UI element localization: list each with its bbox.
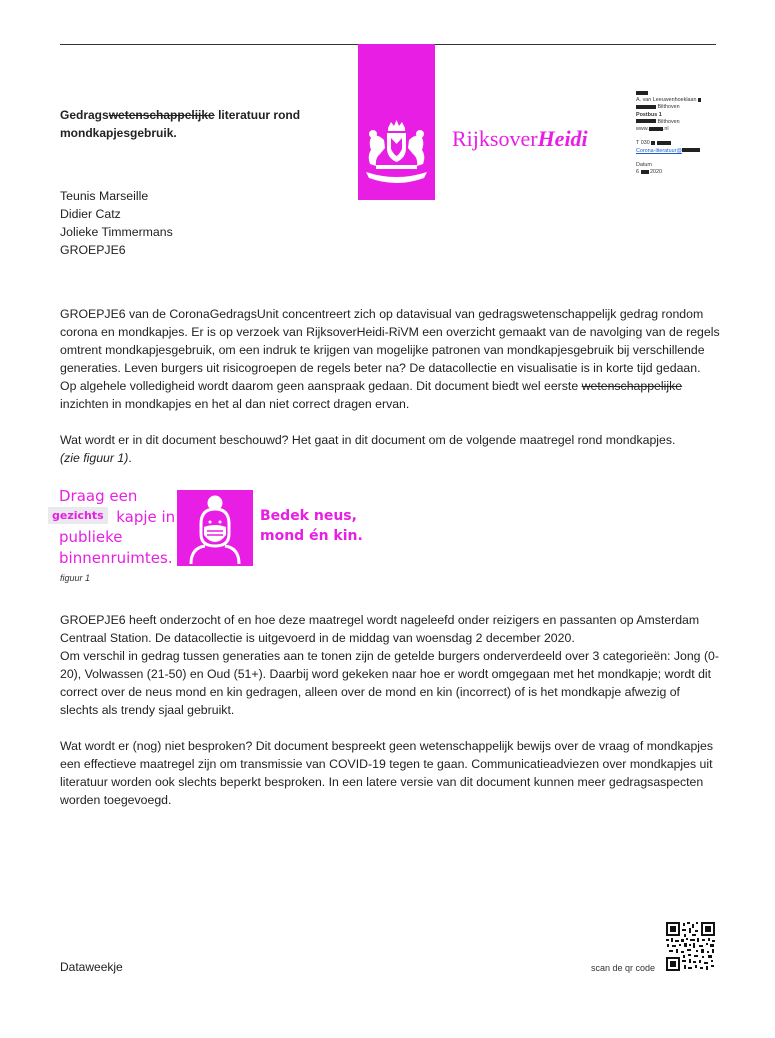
findings-paragraph: GROEPJE6 heeft onderzocht of en hoe deze maatregel wordt nageleefd onder reizigers en passanten op Amsterdam Centraal Station. De datacollectie is uitgevoerd in de middag van woensdag 2 december 2020. Om verschil in gedrag tussen generaties aan te tonen zijn de getelde burgers onderverdeeld over 3 categorieën: Jong (0-20), Volwassen (21-50) en Oud (51+). Daarbij word gekeken naar hoe er wordt omgegaan met het mondkapje; wordt dit correct over de neus mond en kin gedragen, alleen over de mond en kin (incorrect) of is het mondkapje afwezig of slechts als trendy sjaal gebruikt. [60,613,719,717]
email-link[interactable]: Corona-literatuur@ [636,147,682,154]
footer-label: Dataweekje [60,960,123,974]
out-of-scope-paragraph: Wat wordt er (nog) niet besproken? Dit document bespreekt geen wetenschappelijk bewijs over de vraag of mondkapjes een effectieve maatregel zijn om transmissie van COVID-19 tegen te gaan. Communicatieadviezen over mondkapjes uit literatuur worden ook slechts beperkt besproken. In een latere versie van dit document kunnen meer gedragsaspecten worden toegevoegd. [60,739,714,807]
intro-strikethrough: wetenschappelijke [581,379,683,393]
figure-right-text: Bedek neus, mond én kin. [260,508,363,544]
figure-reference: (zie figuur 1) [60,451,129,465]
qr-label: scan de qr code [591,963,656,973]
figure-left-text: Draag een kapje in publieke binnenruimtes. [59,487,176,567]
sender-address-block: A. van Leeuwenhoeklaan Bilthoven Postbus 1 Bilthoven www. .nl T 030 Corona-literatuur@ Datum 6 2020 [636,90,721,176]
brand-logo-bar [358,44,435,200]
qr-code-icon[interactable] [666,922,715,971]
document-title: Gedragswetenschappelijke literatuur rond mondkapjesgebruik. [60,108,301,140]
brand-name: RijksoverHeidi [452,126,588,151]
face-mask-person-icon [177,490,253,566]
intro-paragraph: GROEPJE6 van de CoronaGedragsUnit concentreert zich op datavisual van gedragswetenschappelijk gedrag rondom corona en mondkapjes. Er is op verzoek van RijksoverHeidi-RiVM een overzicht gemaakt van de navolging van de regels omtrent mondkapjesgebruik, om een indruk te krijgen van mogelijke patronen van mondkapjesgebruik bij verschillende generaties. Leven burgers uit risicogroepen de regels beter na? De datacollectie en visualisatie is in korte tijd gedaan. Op algehele volledigheid wordt daarom geen aanspraak gedaan. Dit document biedt wel eerste wetenschappelijke inzichten in mondkapjes en het al dan niet correct dragen ervan. [60,307,720,411]
author-name: Teunis Marseille [60,189,149,203]
redaction-bar [636,91,648,95]
author-name: Jolieke Timmermans [60,225,173,239]
figure-overlay-label: gezichts [48,507,108,524]
title-strikethrough: wetenschappelijke [108,108,215,122]
mask-figure-box [177,490,253,566]
group-name: GROEPJE6 [60,243,126,257]
scope-question-paragraph: Wat wordt er in dit document beschouwd? Het gaat in dit document om de volgende maatregel rond mondkapjes. (zie figuur 1). [60,433,676,465]
figure-caption: figuur 1 [60,573,91,583]
coat-of-arms-icon [358,44,435,200]
author-name: Didier Catz [60,207,121,221]
author-list [60,187,173,259]
